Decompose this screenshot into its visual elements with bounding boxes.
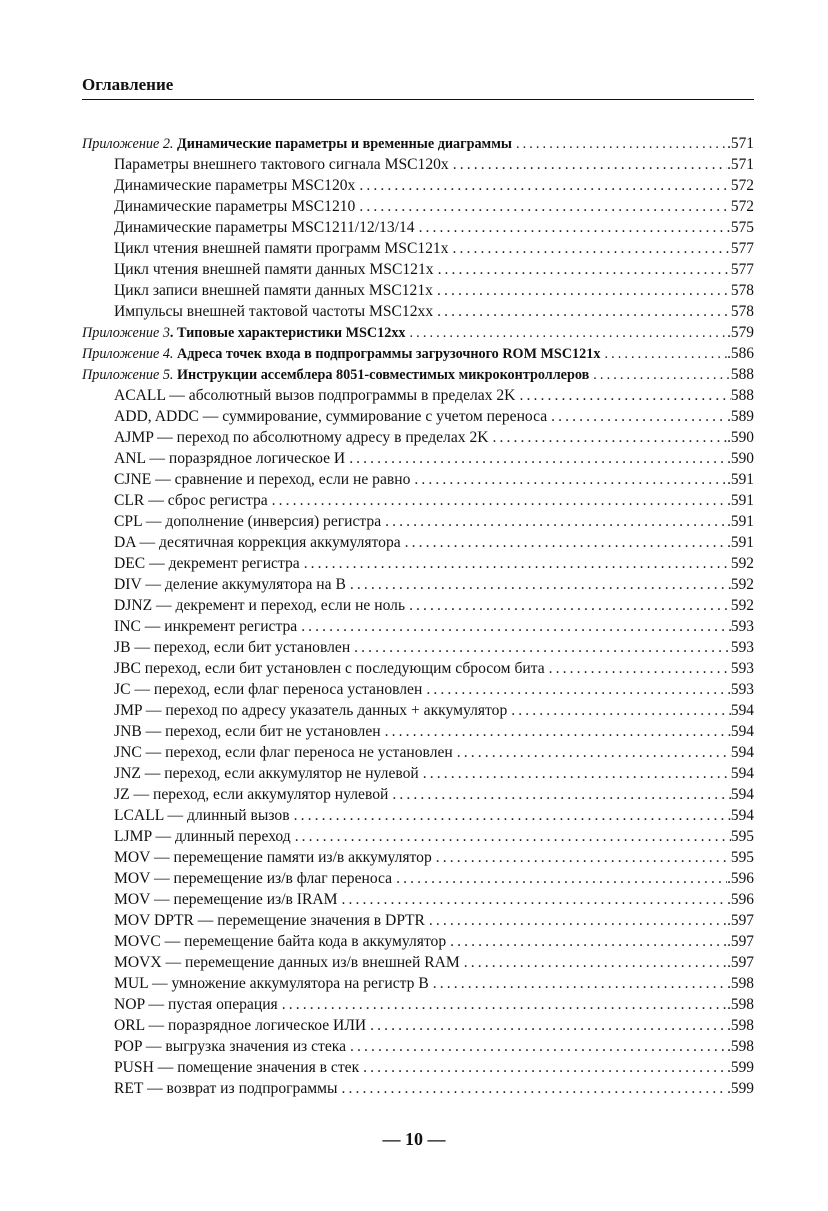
dot-leader [589, 365, 731, 386]
toc-page-number: 593 [730, 681, 754, 698]
appendix-label: Приложение 3 [82, 325, 170, 341]
dot-leader [433, 301, 731, 322]
toc-page-number: .591 [727, 492, 754, 509]
dot-leader [489, 427, 728, 448]
toc-entry [82, 826, 754, 847]
toc-page-number: 572 [730, 177, 754, 194]
toc-entry [82, 952, 754, 973]
toc-page-number: 593 [730, 660, 754, 677]
toc-entry-title: LJMP — длинный переход [114, 828, 291, 845]
toc-page-number: 595 [730, 849, 754, 866]
toc-entry-title: Импульсы внешней тактовой частоты MSC12xx [114, 303, 434, 320]
toc-entry [82, 175, 754, 196]
table-of-contents [82, 133, 754, 1099]
toc-entry-title [82, 365, 589, 386]
toc-page-number: 594 [730, 765, 754, 782]
appendix-label: Приложение 5. [82, 367, 174, 383]
dot-leader [422, 679, 731, 700]
dot-leader [381, 721, 731, 742]
dot-leader [345, 448, 727, 469]
toc-page-number: .590 [727, 429, 754, 446]
toc-entry [82, 448, 754, 469]
toc-entry-title: AJMP — переход по абсолютному адресу в пределах 2K [114, 429, 489, 446]
dot-leader [388, 784, 731, 805]
dot-leader [545, 658, 731, 679]
dot-leader [449, 238, 731, 259]
toc-entry-title: MOV — перемещение памяти из/в аккумулятор [114, 849, 432, 866]
toc-entry-title: CLR — сброс регистра [114, 492, 268, 509]
toc-entry [82, 301, 754, 322]
dot-leader [600, 344, 727, 365]
dot-leader [515, 385, 730, 406]
toc-entry [82, 406, 754, 427]
toc-page-number: .596 [727, 870, 754, 887]
toc-page-number: .571 [727, 156, 754, 173]
toc-entry [82, 868, 754, 889]
toc-entry-title: DIV — деление аккумулятора на B [114, 576, 346, 593]
dot-leader [346, 1036, 727, 1057]
toc-entry [82, 1015, 754, 1036]
dot-leader [290, 805, 731, 826]
dot-leader [405, 595, 731, 616]
toc-entry [82, 385, 754, 406]
toc-entry-title: ANL — поразрядное логическое И [114, 450, 346, 467]
toc-entry-title: MOV — перемещение из/в флаг переноса [114, 870, 393, 887]
toc-entry-title: Динамические параметры MSC120x [114, 177, 356, 194]
toc-entry [82, 658, 754, 679]
toc-entry-title: NOP — пустая операция [114, 996, 278, 1013]
toc-entry-title: JB — переход, если бит установлен [114, 639, 351, 656]
toc-page-number: .591 [727, 471, 754, 488]
toc-entry-title: Цикл чтения внешней памяти программ MSC121x [114, 240, 449, 257]
toc-entry [82, 721, 754, 742]
toc-entry [82, 574, 754, 595]
toc-entry [82, 1057, 754, 1078]
toc-entry-title: JZ — переход, если аккумулятор нулевой [114, 786, 389, 803]
toc-entry-title [82, 323, 406, 344]
toc-entry-title: MOVC — перемещение байта кода в аккумулятор [114, 933, 447, 950]
dot-leader [337, 1078, 727, 1099]
dot-leader [392, 868, 727, 889]
toc-entry [82, 679, 754, 700]
toc-entry-title: ADD, ADDC — суммирование, суммирование с учетом переноса [114, 408, 548, 425]
toc-entry [82, 700, 754, 721]
toc-entry [82, 259, 754, 280]
toc-page-number: .599 [727, 1080, 754, 1097]
toc-entry-title: ACALL — абсолютный вызов подпрограммы в пределах 2K [114, 387, 516, 404]
toc-entry-title: Параметры внешнего тактового сигнала MSC120x [114, 156, 449, 173]
toc-entry [82, 238, 754, 259]
dot-leader [449, 154, 727, 175]
toc-entry-title: Динамические параметры MSC1210 [114, 198, 356, 215]
dot-leader [432, 847, 731, 868]
toc-entry [82, 595, 754, 616]
toc-entry-title: ORL — поразрядное логическое ИЛИ [114, 1017, 367, 1034]
toc-page-number: .590 [727, 450, 754, 467]
dot-leader [433, 280, 731, 301]
toc-page-number: .586 [727, 345, 754, 362]
dot-leader [410, 469, 727, 490]
toc-page-number: .579 [727, 324, 754, 341]
toc-page-number: .591 [727, 513, 754, 530]
toc-entry-title: DA — десятичная коррекция аккумулятора [114, 534, 401, 551]
toc-page-number: .598 [727, 1038, 754, 1055]
toc-page-number: .598 [727, 975, 754, 992]
toc-entry-title: JNZ — переход, если аккумулятор не нулевой [114, 765, 419, 782]
toc-entry [82, 994, 754, 1015]
toc-entry-title [82, 134, 512, 155]
toc-entry [82, 217, 754, 238]
toc-entry-title: PUSH — помещение значения в стек [114, 1059, 360, 1076]
dot-leader [350, 637, 731, 658]
toc-entry [82, 1078, 754, 1099]
toc-entry-title: CPL — дополнение (инверсия) регистра [114, 513, 382, 530]
toc-entry [82, 280, 754, 301]
toc-page-number: 592 [730, 555, 754, 572]
toc-page-number: .597 [727, 933, 754, 950]
toc-entry [82, 847, 754, 868]
dot-leader [366, 1015, 727, 1036]
toc-entry-title: JC — переход, если флаг переноса установлен [114, 681, 423, 698]
toc-page-number: 592 [730, 576, 754, 593]
dot-leader [419, 763, 731, 784]
toc-entry-title: CJNE — сравнение и переход, если не равно [114, 471, 411, 488]
toc-entry-title: LCALL — длинный вызов [114, 807, 290, 824]
dot-leader [359, 1057, 727, 1078]
dot-leader [381, 511, 727, 532]
toc-entry [82, 196, 754, 217]
toc-entry-title: JNB — переход, если бит не установлен [114, 723, 381, 740]
toc-entry [82, 910, 754, 931]
dot-leader [401, 532, 727, 553]
toc-page-number: 595 [730, 828, 754, 845]
dot-leader [268, 490, 727, 511]
toc-entry-title: DEC — декремент регистра [114, 555, 300, 572]
dot-leader [460, 952, 727, 973]
page-number: — 10 — [382, 1129, 446, 1149]
toc-entry-title: MOV — перемещение из/в IRAM [114, 891, 338, 908]
dot-leader [346, 574, 731, 595]
toc-appendix-entry [82, 133, 754, 154]
header-rule [82, 99, 754, 100]
appendix-label: Приложение 4. [82, 346, 174, 362]
dot-leader [429, 973, 727, 994]
toc-page-number: 588 [730, 387, 754, 404]
toc-page-number: 593 [730, 639, 754, 656]
dot-leader [355, 196, 731, 217]
toc-page-number: 594 [730, 807, 754, 824]
dot-leader [278, 994, 727, 1015]
toc-page-number: 593 [730, 618, 754, 635]
appendix-name: . Типовые характеристики MSC12xx [169, 325, 406, 341]
toc-entry-title [82, 344, 600, 365]
dot-leader [547, 406, 727, 427]
appendix-label: Приложение 2. [82, 136, 174, 152]
toc-page-number: .597 [727, 912, 754, 929]
toc-entry-title: RET — возврат из подпрограммы [114, 1080, 338, 1097]
toc-entry [82, 1036, 754, 1057]
toc-entry [82, 889, 754, 910]
toc-entry-title: Динамические параметры MSC1211/12/13/14 [114, 219, 415, 236]
toc-page-number: 578 [730, 282, 754, 299]
toc-page-number: .598 [727, 996, 754, 1013]
toc-entry [82, 637, 754, 658]
dot-leader [291, 826, 731, 847]
toc-page-number: 578 [730, 303, 754, 320]
toc-page-number: .597 [727, 954, 754, 971]
toc-page-number: 575 [730, 219, 754, 236]
toc-page-number: 594 [730, 702, 754, 719]
toc-entry [82, 616, 754, 637]
toc-entry [82, 427, 754, 448]
toc-page-number: 577 [730, 261, 754, 278]
toc-entry-title: MOVX — перемещение данных из/в внешней RAM [114, 954, 460, 971]
toc-entry [82, 490, 754, 511]
toc-page-number: 594 [730, 744, 754, 761]
toc-entry [82, 931, 754, 952]
toc-page-number: 594 [730, 723, 754, 740]
appendix-name: Адреса точек входа в подпрограммы загрузочного ROM MSC121x [177, 346, 601, 362]
toc-page-number: 592 [730, 597, 754, 614]
toc-appendix-entry [82, 322, 754, 343]
toc-entry [82, 763, 754, 784]
toc-page-number: .598 [727, 1017, 754, 1034]
toc-entry [82, 154, 754, 175]
toc-entry-title: JBC переход, если бит установлен с последующим сбросом бита [114, 660, 545, 677]
toc-entry-title: JNC — переход, если флаг переноса не установлен [114, 744, 453, 761]
toc-entry-title: MUL — умножение аккумулятора на регистр B [114, 975, 429, 992]
toc-entry [82, 742, 754, 763]
toc-entry [82, 532, 754, 553]
dot-leader [512, 134, 727, 155]
toc-entry-title: Цикл записи внешней памяти данных MSC121x [114, 282, 433, 299]
toc-entry-title: INC — инкремент регистра [114, 618, 298, 635]
toc-entry [82, 805, 754, 826]
dot-leader [507, 700, 731, 721]
toc-page-number: .591 [727, 534, 754, 551]
toc-page-number: 594 [730, 786, 754, 803]
toc-entry [82, 553, 754, 574]
toc-entry-title: Цикл чтения внешней памяти данных MSC121x [114, 261, 434, 278]
dot-leader [415, 217, 731, 238]
toc-entry-title: POP — выгрузка значения из стека [114, 1038, 347, 1055]
toc-entry-title: JMP — переход по адресу указатель данных + аккумулятор [114, 702, 508, 719]
toc-appendix-entry [82, 364, 754, 385]
toc-entry [82, 784, 754, 805]
toc-page-number: .571 [727, 135, 754, 152]
dot-leader [338, 889, 728, 910]
dot-leader [297, 616, 731, 637]
toc-page-number: 577 [730, 240, 754, 257]
appendix-name: Инструкции ассемблера 8051-совместимых микроконтроллеров [177, 367, 590, 383]
toc-entry-title: DJNZ — декремент и переход, если не ноль [114, 597, 406, 614]
dot-leader [300, 553, 731, 574]
toc-page-number: .599 [727, 1059, 754, 1076]
dot-leader [406, 323, 728, 344]
page-header-title: Оглавление [82, 75, 174, 94]
toc-page-number: .589 [727, 408, 754, 425]
toc-page-number: 588 [730, 366, 754, 383]
toc-entry [82, 973, 754, 994]
toc-appendix-entry [82, 343, 754, 364]
dot-leader [425, 910, 727, 931]
toc-page-number: 572 [730, 198, 754, 215]
toc-entry-title: MOV DPTR — перемещение значения в DPTR [114, 912, 425, 929]
dot-leader [453, 742, 731, 763]
appendix-name: Динамические параметры и временные диаграммы [177, 136, 512, 152]
dot-leader [446, 931, 727, 952]
dot-leader [434, 259, 731, 280]
toc-page-number: .596 [727, 891, 754, 908]
toc-entry [82, 469, 754, 490]
toc-entry [82, 511, 754, 532]
dot-leader [355, 175, 731, 196]
